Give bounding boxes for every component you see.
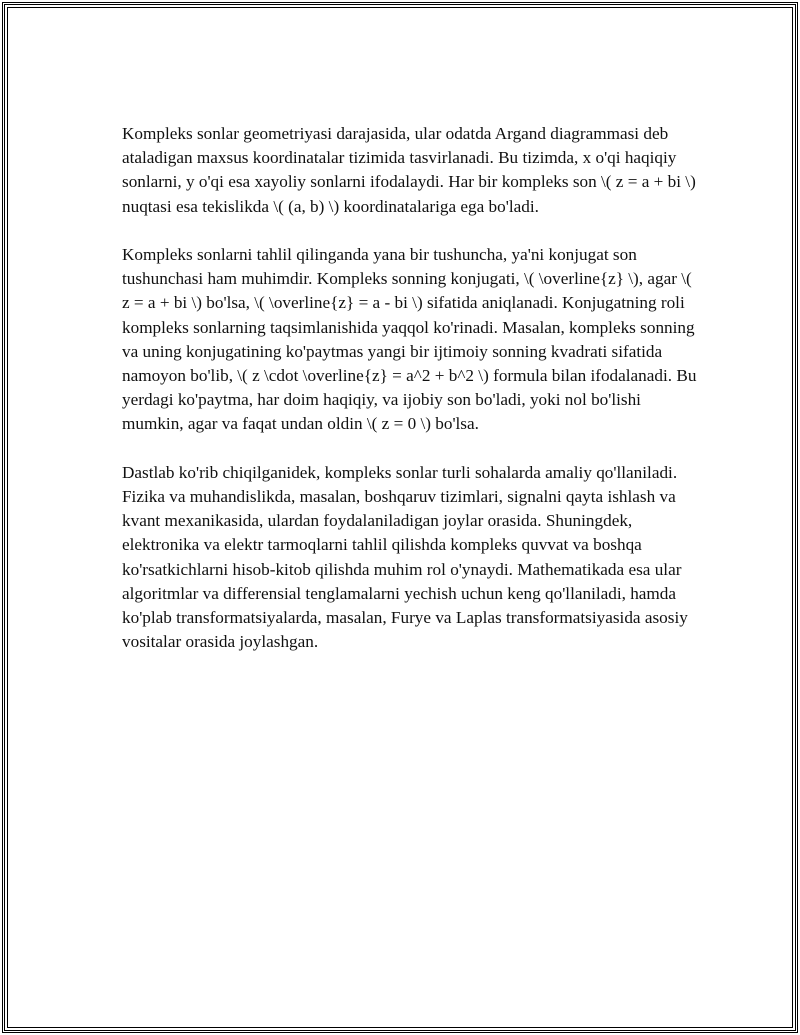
paragraph-argand-diagram: Kompleks sonlar geometriyasi darajasida, ular odatda Argand diagrammasi deb ataladigan maxsus koordinatalar tizimida tasvirlanadi. Bu tizimda, x o'qi haqiqiy sonlarni, y o'qi esa xayoliy sonlarni ifodalaydi. Har bir kompleks son \( z = a + bi \) nuqtasi esa tekislikda \( (a, b) \) koordinatalariga ega bo'ladi. [122, 124, 696, 216]
paragraph-conjugate: Kompleks sonlarni tahlil qilinganda yana bir tushuncha, ya'ni konjugat son tushunchasi ham muhimdir. Kompleks sonning konjugati, \( \overline{z} \), agar \( z = a + bi \) bo'lsa, \( \overline{z} = a - bi \) sifatida aniqlanadi. Konjugatning roli kompleks sonlarning taqsimlanishida yaqqol ko'rinadi. Masalan, kompleks sonning va uning konjugatining ko'paytmas yangi bir ijtimoiy sonning kvadrati sifatida namoyon bo'lib, \( z \cdot \overline{z} = a^2 + b^2 \) formula bilan ifodalanadi. Bu yerdagi ko'paytma, har doim haqiqiy, va ijobiy son bo'ladi, yoki nol bo'lishi mumkin, agar va faqat undan oldin \( z = 0 \) bo'lsa. [122, 245, 697, 434]
page-border [2, 2, 798, 1033]
paragraph-applications: Dastlab ko'rib chiqilganidek, kompleks sonlar turli sohalarda amaliy qo'llaniladi. Fizika va muhandislikda, masalan, boshqaruv tizimlari, signalni qayta ishlash va kvant mexanikasida, ulardan foydalaniladigan joylar orasida. Shuningdek, elektronika va elektr tarmoqlarni tahlil qilishda kompleks quvvat va boshqa ko'rsatkichlarni hisob-kitob qilishda muhim rol o'ynaydi. Mathematikada esa ular algoritmlar va differensial tenglamalarni yechish uchun keng qo'llaniladi, hamda ko'plab transformatsiyalarda, masalan, Furye va Laplas transformatsiyasida asosiy vositalar orasida joylashgan. [122, 462, 688, 652]
document-body [122, 122, 697, 679]
